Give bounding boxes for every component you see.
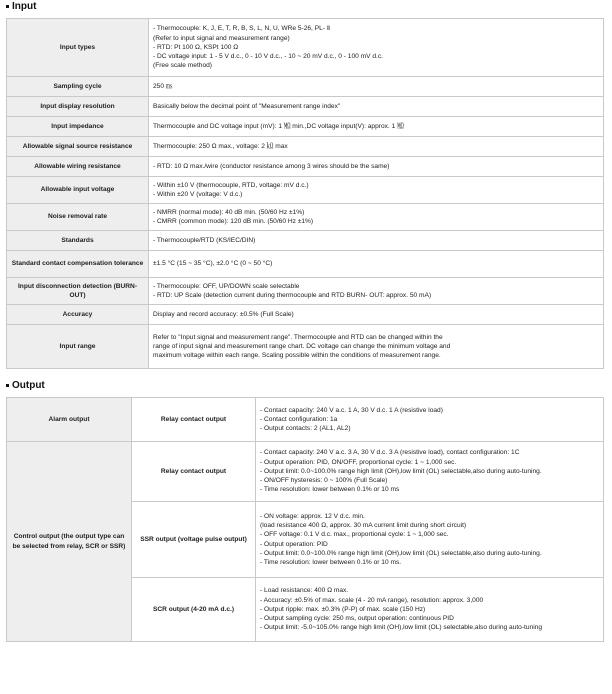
alarm-output-type: Relay contact output <box>132 398 256 442</box>
spec-value-line: maximum voltage within each range. Scaling possible within the conditions of measurement range. <box>153 352 441 360</box>
spec-value-line: - Output ripple: max. ±0.3% (P-P) of max. scale (150 Hz) <box>260 605 426 613</box>
input-section-title: Input <box>0 0 612 14</box>
spec-row <box>7 325 604 369</box>
control-output-type: SSR output (voltage pulse output) <box>132 502 256 578</box>
spec-value-line: - Contact capacity: 240 V a.c. 1 A, 30 V d.c. 1 A (resistive load) <box>260 406 443 414</box>
spec-row <box>7 117 604 137</box>
spec-value-line: - Thermocouple/RTD (KS/IEC/DIN) <box>153 236 256 244</box>
spec-value <box>149 305 604 325</box>
spec-value-line: - RTD: 10 Ω max./wire (conductor resistance among 3 wires should be the same) <box>153 162 390 170</box>
spec-value-line: - Contact configuration: 1a <box>260 415 338 423</box>
spec-label: Allowable wiring resistance <box>7 157 149 177</box>
spec-value-line: - Output contacts: 2 (AL1, AL2) <box>260 425 351 433</box>
spec-value <box>256 502 604 578</box>
spec-value <box>149 19 604 77</box>
spec-row <box>7 137 604 157</box>
spec-value-line: - CMRR (common mode): 120 dB min. (50/60 Hz ±1%) <box>153 218 314 225</box>
spec-value-line: - RTD: Pt 100 Ω, KSPt 100 Ω <box>153 43 239 51</box>
bullet-icon <box>6 5 9 8</box>
spec-label: Allowable input voltage <box>7 177 149 204</box>
alarm-output-label: Alarm output <box>7 398 132 442</box>
output-section-title: Output <box>0 379 612 393</box>
spec-value-line: Refer to "Input signal and measurement range". Thermocouple and RTD can be changed within the <box>153 333 443 341</box>
spec-value-line: - Time resolution: lower between 0.1% or 10 ms <box>260 486 400 494</box>
spec-label: Standards <box>7 231 149 251</box>
spec-value-line: - ON voltage: approx. 12 V d.c. min. <box>260 512 365 520</box>
spec-row <box>7 278 604 305</box>
spec-value-line: Thermocouple: 250 Ω max., voltage: 2 ㏀ max <box>153 142 288 150</box>
spec-value-line: - OFF voltage: 0.1 V d.c. max., proportional cycle: 1 ~ 1,000 sec. <box>260 531 449 539</box>
spec-row <box>7 204 604 231</box>
spec-value-line: - Output operation: PID <box>260 540 328 548</box>
spec-value-line: Thermocouple and DC voltage input (mV): 1 ㏁ min.,DC voltage input(V): approx. 1 ㏁ <box>153 122 404 130</box>
spec-row <box>7 251 604 278</box>
spec-value-line: - DC voltage input: 1 - 5 V d.c., 0 - 10 V d.c., - 10 ~ 20 mV d.c., 0 - 100 mV d.c. <box>153 53 383 61</box>
spec-value-line: 250 ㎳ <box>153 82 173 90</box>
spec-value-line: - Output operation: PID, ON/OFF, proportional cycle: 1 ~ 1,000 sec. <box>260 458 457 466</box>
spec-row <box>7 77 604 97</box>
spec-value-line: - RTD: UP Scale (detection current during thermocouple and RTD BURN- OUT: approx. 50 mA) <box>153 292 432 299</box>
spec-value <box>149 204 604 231</box>
spec-value-line: ±1.5 °C (15 ~ 35 °C), ±2.0 °C (0 ~ 50 °C) <box>153 260 273 268</box>
control-output-type: SCR output (4-20 mA d.c.) <box>132 578 256 642</box>
spec-row <box>7 19 604 77</box>
spec-value-line: - Time resolution: lower between 0.1% or 10 ms. <box>260 558 402 566</box>
spec-row <box>7 231 604 251</box>
spec-label: Input impedance <box>7 117 149 137</box>
spec-value-line: - Thermocouple: OFF, UP/DOWN scale selectable <box>153 282 300 290</box>
spec-row <box>7 177 604 204</box>
spec-value <box>149 325 604 369</box>
spec-value-line: - Load resistance: 400 Ω max. <box>260 587 349 595</box>
spec-value <box>149 278 604 305</box>
spec-value-line: - Output sampling cycle: 250 ms, output operation: continuous PID <box>260 615 454 623</box>
spec-label: Standard contact compensation tolerance <box>7 251 149 278</box>
spec-row <box>7 305 604 325</box>
spec-value-line: - Accuracy: ±0.5% of max. scale (4 - 20 mA range), resolution: approx. 3,000 <box>260 596 484 604</box>
spec-value <box>149 157 604 177</box>
spec-label: Input range <box>7 325 149 369</box>
spec-value <box>149 137 604 157</box>
control-output-type: Relay contact output <box>132 442 256 502</box>
spec-value <box>149 177 604 204</box>
spec-label: Input disconnection detection (BURN-OUT) <box>7 278 149 305</box>
spec-label: Noise removal rate <box>7 204 149 231</box>
spec-value <box>149 231 604 251</box>
spec-label: Input types <box>7 19 149 77</box>
spec-value-line: - Output limit: -5.0~105.0% range high limit (OH),low limit (OL) selectable,also during auto-tuning <box>260 624 543 632</box>
spec-value-line: - Output limit: 0.0~100.0% range high limit (OH),low limit (OL) selectable,also during auto-tuning. <box>260 467 542 475</box>
spec-value-line: (Refer to input signal and measurement range) <box>153 34 290 42</box>
spec-value <box>256 398 604 442</box>
spec-value-line: - NMRR (normal mode): 40 dB min. (50/60 Hz ±1%) <box>153 208 305 216</box>
alarm-output-row <box>7 398 604 442</box>
spec-value-line: Basically below the decimal point of "Measurement range index" <box>153 102 341 110</box>
spec-value <box>149 251 604 278</box>
spec-value <box>149 77 604 97</box>
spec-value-line: - Contact capacity: 240 V a.c. 3 A, 30 V d.c. 3 A (resistive load), contact configuration: 1C <box>260 449 520 457</box>
spec-value-line: (load resistance 400 Ω, approx. 30 mA current limit during short circuit) <box>260 522 467 530</box>
spec-value <box>256 442 604 502</box>
spec-value-line: - Within ±10 V (thermocouple, RTD, voltage: mV d.c.) <box>153 181 309 189</box>
spec-label: Accuracy <box>7 305 149 325</box>
spec-value-line: Display and record accuracy: ±0.5% (Full Scale) <box>153 310 294 318</box>
output-spec-table <box>6 397 604 642</box>
spec-value-line: - Output limit: 0.0~100.0% range high limit (OH),low limit (OL) selectable,also during auto-tuning. <box>260 549 542 557</box>
spec-value-line: - Within ±20 V (voltage: V d.c.) <box>153 191 243 198</box>
spec-label: Input display resolution <box>7 97 149 117</box>
spec-label: Allowable signal source resistance <box>7 137 149 157</box>
spec-row <box>7 97 604 117</box>
bullet-icon <box>6 384 9 387</box>
input-spec-table <box>6 18 604 369</box>
spec-row <box>7 157 604 177</box>
spec-value <box>256 578 604 642</box>
control-output-row <box>7 442 604 502</box>
spec-value-line: - Thermocouple: K, J, E, T, R, B, S, L, N, U, WRe 5-26, PL- Ⅱ <box>153 25 331 33</box>
spec-value-line: - ON/OFF hysteresis: 0 ~ 100% (Full Scale) <box>260 477 388 485</box>
spec-label: Sampling cycle <box>7 77 149 97</box>
spec-value-line: range of input signal and measurement range chart. DC voltage can change the minimum voltage and <box>153 342 451 350</box>
spec-value <box>149 97 604 117</box>
control-output-label: Control output (the output type can be selected from relay, SCR or SSR) <box>7 442 132 642</box>
spec-value <box>149 117 604 137</box>
spec-value-line: (Free scale method) <box>153 62 212 70</box>
